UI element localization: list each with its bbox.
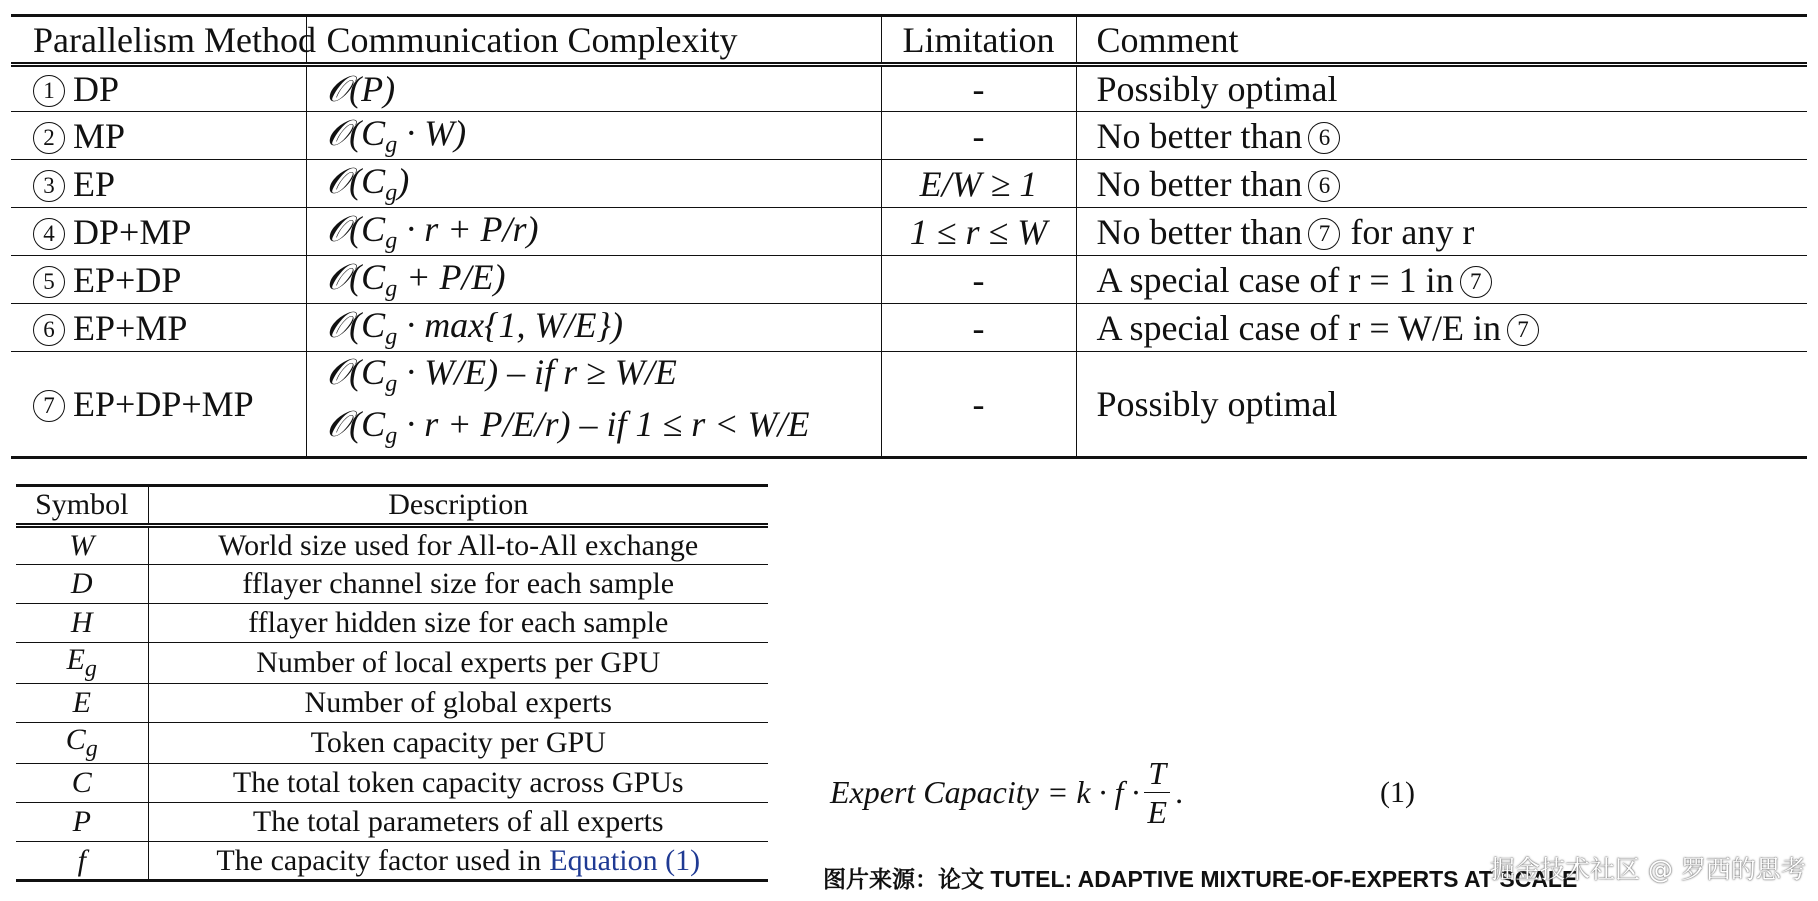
description-text: The capacity factor used in: [216, 843, 542, 877]
equation-lhs: Expert Capacity = k · f ·: [830, 773, 1140, 810]
circled-number-icon: 6: [1308, 170, 1340, 202]
complexity-formula: $𝒪(C_g)$: [326, 161, 410, 206]
table-row: [16, 604, 768, 643]
comment-cell: [1076, 208, 1807, 256]
header-communication-complexity: Communication Complexity: [306, 16, 881, 65]
description-cell: [148, 842, 768, 881]
limitation-cell: -: [881, 256, 1076, 304]
method-label: EP: [73, 163, 116, 204]
method-cell: [11, 352, 306, 458]
comment-cell: [1076, 160, 1807, 208]
description-cell: [148, 764, 768, 803]
description-text: Token capacity per GPU: [310, 726, 606, 759]
table-row: [11, 112, 1807, 160]
symbol-table: [16, 484, 768, 882]
complexity-cell: [306, 65, 881, 112]
circled-number-icon: 4: [33, 218, 65, 250]
circled-number-icon: 6: [1308, 122, 1340, 154]
equation-fraction: [1144, 754, 1172, 831]
description-cell: [148, 526, 768, 565]
symbol-cell: E: [16, 684, 148, 723]
description-cell: [148, 803, 768, 842]
description-text: Number of local experts per GPU: [256, 646, 661, 679]
description-text: Number of global experts: [304, 686, 612, 719]
table-row: [11, 256, 1807, 304]
table-row: [16, 565, 768, 604]
table-row: [11, 160, 1807, 208]
complexity-formula: $𝒪(C_g \cdot r + P/r)$: [326, 209, 539, 254]
circled-number-icon: 6: [33, 314, 65, 346]
limitation-cell: -: [881, 65, 1076, 112]
table-row: [11, 208, 1807, 256]
method-label: MP: [73, 115, 126, 156]
comment-text: No better than: [1096, 211, 1303, 252]
equation-numerator: T: [1144, 754, 1170, 793]
comment-cell: [1076, 304, 1807, 352]
comment-text: No better than: [1096, 115, 1303, 156]
header-parallelism-method: Parallelism Method: [11, 16, 306, 65]
description-text: World size used for All-to-All exchange: [218, 529, 699, 562]
complexity-formula: $𝒪(C_g \cdot r + P/E/r)$ – if 1 ≤ r < W/E: [326, 404, 810, 449]
complexity-cell: [306, 112, 881, 160]
method-cell: [11, 256, 306, 304]
header-symbol: Symbol: [16, 486, 148, 526]
comment-cell: [1076, 112, 1807, 160]
complexity-formula: $𝒪(C_g \cdot W)$: [326, 113, 467, 158]
complexity-cell: [306, 208, 881, 256]
symbol-cell: f: [16, 842, 148, 881]
table-row: [11, 65, 1807, 112]
header-limitation: Limitation: [881, 16, 1076, 65]
method-cell: [11, 65, 306, 112]
table-row: [16, 803, 768, 842]
circled-number-icon: 5: [33, 266, 65, 298]
complexity-cell: [306, 304, 881, 352]
comment-cell: [1076, 65, 1807, 112]
expert-capacity-equation: [830, 752, 1183, 832]
table-row: [16, 684, 768, 723]
table-row: [16, 643, 768, 684]
method-label: DP+MP: [73, 211, 192, 252]
circled-number-icon: 3: [33, 170, 65, 202]
symbol-cell: P: [16, 803, 148, 842]
complexity-formula: $𝒪(C_g \cdot W/E)$ – if r ≥ W/E: [326, 352, 677, 397]
comment-text: A special case of r = 1 in: [1096, 259, 1454, 300]
description-text: fflayer channel size for each sample: [242, 567, 675, 600]
complexity-cell: [306, 352, 881, 458]
comment-text: A special case of r = W/E in: [1096, 307, 1502, 348]
comment-text: Possibly optimal: [1096, 384, 1338, 424]
circled-number-icon: 1: [33, 75, 65, 107]
complexity-formula: $𝒪(C_g \cdot \max\{1$, W/E}): [326, 305, 623, 350]
symbol-cell: C: [16, 764, 148, 803]
method-label: EP+MP: [73, 307, 188, 348]
table-row: [16, 526, 768, 565]
image-caption: 图片来源：论文 TUTEL: ADAPTIVE MIXTURE-OF-EXPERTS AT SCALE: [823, 866, 1578, 892]
circled-number-icon: 7: [1507, 314, 1539, 346]
description-text: The total token capacity across GPUs: [232, 766, 684, 799]
limitation-cell: E/W ≥ 1: [881, 160, 1076, 208]
method-cell: [11, 208, 306, 256]
symbol-cell: $C_g$: [16, 723, 148, 764]
table-header-row: [16, 486, 768, 526]
symbol-cell: W: [16, 526, 148, 565]
equation-reference-link[interactable]: Equation (1): [549, 843, 701, 877]
header-description: Description: [148, 486, 768, 526]
symbol-cell: $E_g$: [16, 643, 148, 684]
comment-cell: [1076, 352, 1807, 458]
description-cell: [148, 604, 768, 643]
comment-text: No better than: [1096, 163, 1303, 204]
limitation-cell: 1 ≤ r ≤ W: [881, 208, 1076, 256]
complexity-cell: [306, 160, 881, 208]
method-label: EP+DP+MP: [73, 384, 254, 424]
comment-text: Possibly optimal: [1096, 69, 1338, 109]
equation-number: (1): [1380, 776, 1415, 809]
description-cell: [148, 684, 768, 723]
comment-cell: [1076, 256, 1807, 304]
table-header-row: [11, 16, 1807, 65]
circled-number-icon: 2: [33, 122, 65, 154]
symbol-cell: D: [16, 565, 148, 604]
complexity-formula: $𝒪(C_g + P/E)$: [326, 257, 506, 302]
limitation-cell: -: [881, 352, 1076, 458]
parallelism-table: [11, 14, 1807, 459]
complexity-formula: 𝒪(P): [326, 68, 396, 109]
description-cell: [148, 723, 768, 764]
table-row: [16, 723, 768, 764]
table-row: [16, 764, 768, 803]
table-row: [11, 352, 1807, 458]
description-text: The total parameters of all experts: [252, 805, 664, 838]
table-row: [16, 842, 768, 881]
comment-tail: for any r: [1350, 211, 1475, 252]
circled-number-icon: 7: [1308, 218, 1340, 250]
method-cell: [11, 112, 306, 160]
description-text: fflayer hidden size for each sample: [248, 606, 669, 639]
complexity-cell: [306, 256, 881, 304]
description-cell: [148, 643, 768, 684]
method-cell: [11, 304, 306, 352]
method-label: EP+DP: [73, 259, 182, 300]
method-label: DP: [73, 69, 120, 109]
table-row: [11, 304, 1807, 352]
circled-number-icon: 7: [1460, 266, 1492, 298]
symbol-cell: H: [16, 604, 148, 643]
circled-number-icon: 7: [33, 390, 65, 422]
description-cell: [148, 565, 768, 604]
equation-denominator: E: [1147, 793, 1168, 830]
header-comment: Comment: [1076, 16, 1807, 65]
equation-trail: .: [1175, 773, 1184, 810]
watermark: 掘金技术社区 @ 罗西的思考: [1490, 855, 1806, 884]
limitation-cell: -: [881, 112, 1076, 160]
limitation-cell: -: [881, 304, 1076, 352]
method-cell: [11, 160, 306, 208]
